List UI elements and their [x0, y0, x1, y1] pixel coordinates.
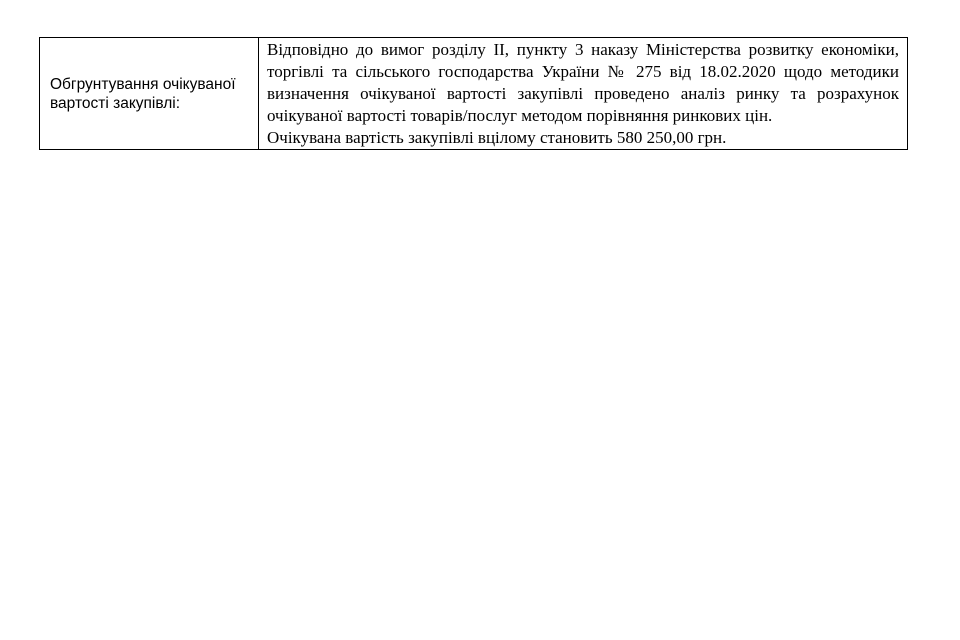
expected-cost-text: Очікувана вартість закупівлі вцілому становить 580 250,00 грн. [267, 128, 727, 147]
label-cell [40, 38, 259, 150]
justification-table [39, 37, 908, 150]
justification-text: Відповідно до вимог розділу ІІ, пункту 3 наказу Міністерства розвитку економіки, торгівлі та сільського господарства України № 275 від 18.02.2020 щодо методики визначення очікуваної вартості закупівлі проведено аналіз ринку та розрахунок очікуваної вартості товарів/послуг методом порівняння ринкових цін. [267, 40, 899, 125]
table-row [40, 38, 908, 150]
row-label: Обгрунтування очікуваної вартості закупівлі: [50, 75, 236, 112]
content-cell [259, 38, 908, 150]
